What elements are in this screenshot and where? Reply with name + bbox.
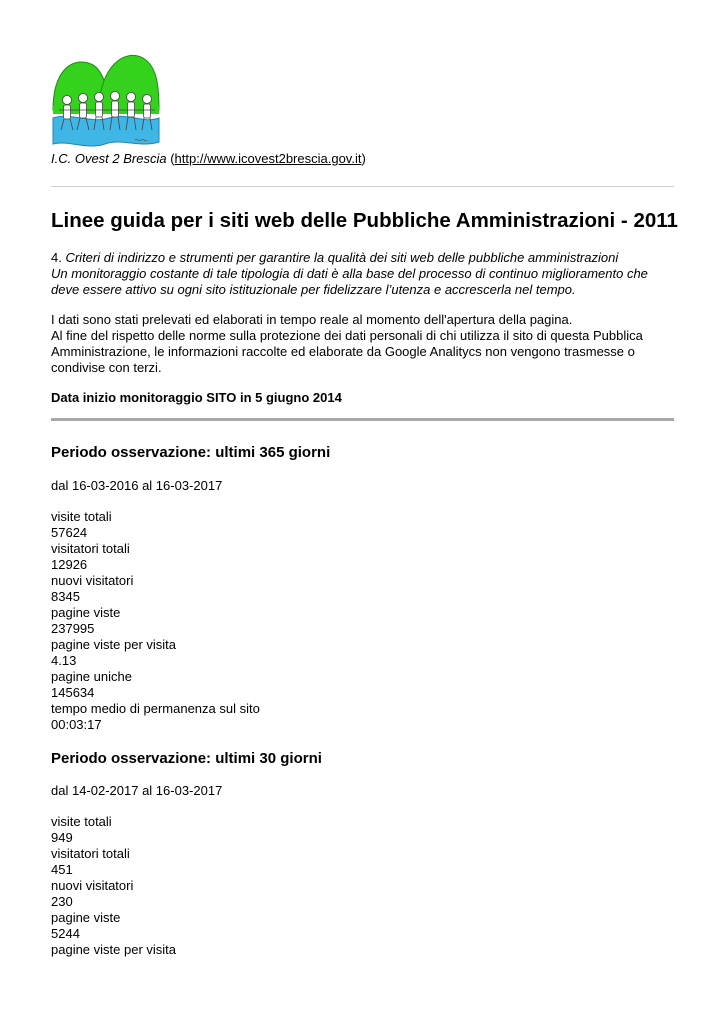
- monitoring-start-date: Data inizio monitoraggio SITO in 5 giugno 2014: [51, 390, 342, 405]
- period-range: dal 16-03-2016 al 16-03-2017: [51, 478, 223, 493]
- stat-label: visitatori totali: [51, 541, 130, 556]
- school-site-link[interactable]: http://www.icovest2brescia.gov.it: [174, 151, 362, 166]
- intro-criteria: Criteri di indirizzo e strumenti per garantire la qualità dei siti web delle pubbliche amministrazioni: [65, 250, 619, 265]
- stat-value: 145634: [51, 685, 95, 700]
- stat-label: pagine viste per visita: [51, 942, 177, 957]
- stat-label: pagine viste: [51, 605, 121, 620]
- stat-value: 8345: [51, 589, 80, 604]
- school-name: I.C. Ovest 2 Brescia: [51, 151, 167, 166]
- stat-value: 57624: [51, 525, 88, 540]
- stats-list-30: [51, 814, 176, 958]
- intro-monitoring-text: Un monitoraggio costante di tale tipologia di dati è alla base del processo di continuo miglioramento che deve essere attivo su ogni sito istituzionale per fidelizzare l’utenza e accrescerla nel tempo.: [51, 266, 648, 297]
- stat-label: tempo medio di permanenza sul sito: [51, 701, 260, 716]
- stat-label: visitatori totali: [51, 846, 130, 861]
- stat-value: 4.13: [51, 653, 77, 668]
- data-notice: [51, 312, 674, 376]
- stats-list-365: [51, 509, 260, 733]
- stat-value: 237995: [51, 621, 95, 636]
- section-heading: Periodo osservazione: ultimi 365 giorni: [51, 444, 331, 461]
- stat-value: 949: [51, 830, 73, 845]
- section-divider: [51, 418, 674, 421]
- stat-value: 451: [51, 862, 73, 877]
- stat-label: pagine uniche: [51, 669, 132, 684]
- school-logo-icon: [51, 50, 161, 148]
- stat-label: visite totali: [51, 509, 112, 524]
- page-title: Linee guida per i siti web delle Pubbliche Amministrazioni - 2011: [51, 209, 678, 232]
- stat-label: visite totali: [51, 814, 112, 829]
- stat-label: pagine viste: [51, 910, 121, 925]
- section-heading: Periodo osservazione: ultimi 30 giorni: [51, 750, 322, 767]
- header-divider: [51, 186, 674, 187]
- stat-label: nuovi visitatori: [51, 573, 134, 588]
- period-section-365: [51, 443, 674, 463]
- stat-label: pagine viste per visita: [51, 637, 177, 652]
- stat-value: 00:03:17: [51, 717, 102, 732]
- stat-value: 12926: [51, 557, 88, 572]
- intro-block: [51, 250, 674, 298]
- data-notice-line-1: I dati sono stati prelevati ed elaborati in tempo reale al momento dell'apertura della pagina.: [51, 312, 573, 327]
- school-site-line: [51, 151, 366, 167]
- stat-label: nuovi visitatori: [51, 878, 134, 893]
- stat-value: 230: [51, 894, 73, 909]
- period-section-30: [51, 749, 674, 769]
- data-notice-line-2: Al fine del rispetto delle norme sulla protezione dei dati personali di chi utilizza il sito di questa Pubblica Amministrazione, le informazioni raccolte ed elaborate da Google Analitycs non vengono trasmesse o condivise con terzi.: [51, 328, 643, 375]
- paren-close: ): [361, 151, 366, 166]
- paren-open: (: [166, 151, 175, 166]
- period-range: dal 14-02-2017 al 16-03-2017: [51, 783, 223, 798]
- stat-value: 5244: [51, 926, 80, 941]
- intro-number: 4.: [51, 250, 66, 265]
